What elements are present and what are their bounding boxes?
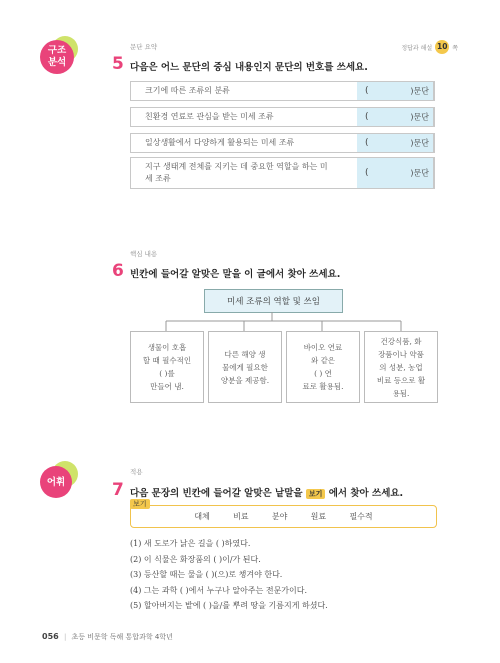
vocabulary-badge: 어휘 xyxy=(40,466,72,498)
role-box-1: 생물이 호흡 할 때 필수적인 ( )를 만들어 냄. xyxy=(130,331,204,403)
bogi-tag: 보기 xyxy=(306,489,326,499)
word-bank-box xyxy=(130,500,437,528)
paragraph-answer-field-3[interactable]: ( )문단 xyxy=(357,133,434,153)
question-number-5: 5 xyxy=(112,54,124,74)
word-bank xyxy=(131,506,436,527)
answer-page-number: 10 xyxy=(435,40,449,54)
diagram-title: 미세 조류의 역할 및 쓰임 xyxy=(204,289,343,313)
book-title: 초등 비문학 독해 통합과학 4학년 xyxy=(71,633,173,641)
structure-analysis-badge: 구조 분석 xyxy=(40,40,74,74)
summary-row-4: 지구 생태계 전체를 지키는 데 중요한 역할을 하는 미 세 조류 ( )문단 xyxy=(130,157,435,189)
question-5-text: 다음은 어느 문단의 중심 내용인지 문단의 번호를 쓰세요. xyxy=(130,62,368,73)
role-box-4: 건강식품, 화 장품이나 약품 의 성분, 농업 비료 등으로 활 용됨. xyxy=(364,331,438,403)
role-box-3: 바이오 연료 와 같은 ( ) 연 료로 활용됨. xyxy=(286,331,360,403)
sentence-2: (2) 이 식물은 화장품의 ( )이/가 된다. xyxy=(130,555,261,564)
footer-divider: | xyxy=(63,633,67,641)
word-bank-item: 필수적 xyxy=(349,512,373,521)
summary-row-1: 크기에 따른 조류의 분류 ( )문단 xyxy=(130,81,435,101)
word-bank-label: 보기 xyxy=(130,499,150,509)
paragraph-answer-field-1[interactable]: ( )문단 xyxy=(357,81,434,101)
summary-row-3: 일상생활에서 다양하게 활용되는 미세 조류 ( )문단 xyxy=(130,133,435,153)
question-6-text: 빈칸에 들어갈 알맞은 말을 이 글에서 찾아 쓰세요. xyxy=(130,269,341,280)
paragraph-answer-field-2[interactable]: ( )문단 xyxy=(357,107,434,127)
section-label-apply: 적용 xyxy=(130,468,143,476)
word-bank-item: 대체 xyxy=(194,512,210,521)
role-box-2: 다른 해양 생 물에게 필요한 양분을 제공함. xyxy=(208,331,282,403)
sentence-3: (3) 등산할 때는 물을 ( )(으)로 챙겨야 한다. xyxy=(130,570,283,579)
page-number: 056 xyxy=(42,632,59,641)
sentence-1: (1) 새 도로가 낡은 길을 ( )하였다. xyxy=(130,539,251,548)
word-bank-item: 분야 xyxy=(271,512,288,521)
question-7-text: 다음 문장의 빈칸에 들어갈 알맞은 낱말을 보기 에서 찾아 쓰세요. xyxy=(130,488,404,499)
question-number-7: 7 xyxy=(112,480,124,500)
section-label-core: 핵심 내용 xyxy=(130,250,158,258)
answer-reference: 정답과 해설 10 쪽 xyxy=(401,40,458,54)
word-bank-item: 비료 xyxy=(233,512,249,521)
paragraph-answer-field-4[interactable]: ( )문단 xyxy=(357,157,434,189)
section-label-summary: 문단 요약 xyxy=(130,43,158,51)
word-bank-item: 원료 xyxy=(310,512,327,521)
sentence-5: (5) 할아버지는 밭에 ( )을/를 뿌려 땅을 기름지게 하셨다. xyxy=(130,601,328,610)
sentence-4: (4) 그는 과학 ( )에서 누구나 알아주는 전문가이다. xyxy=(130,586,308,595)
page-footer xyxy=(42,632,173,642)
question-number-6: 6 xyxy=(112,261,124,281)
summary-row-2: 친환경 연료로 관심을 받는 미세 조류 ( )문단 xyxy=(130,107,435,127)
